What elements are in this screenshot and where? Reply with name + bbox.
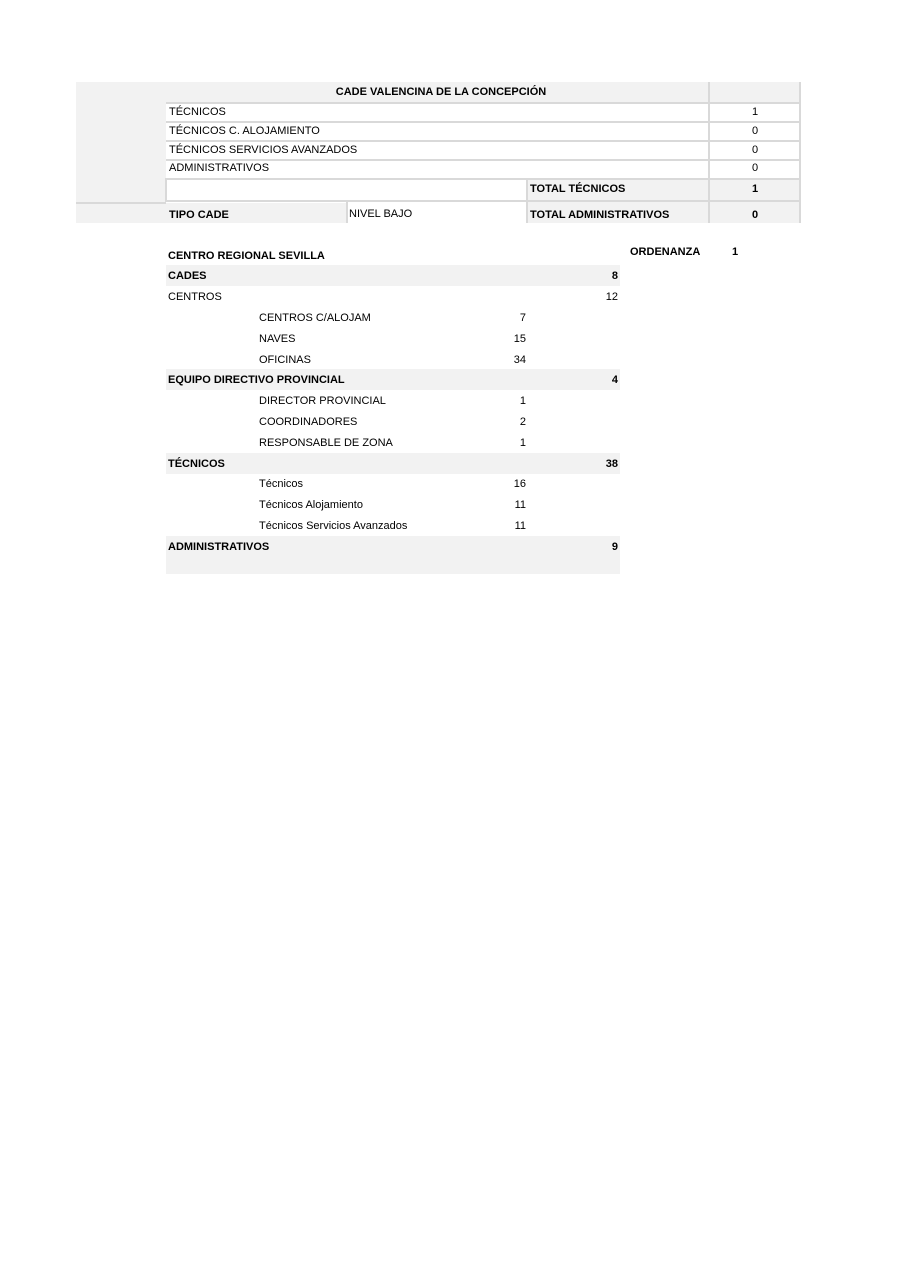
tecnicos-sub-value: 16 xyxy=(513,478,526,490)
total-administrativos-value: 0 xyxy=(751,209,759,221)
row-label-tecnicos: TÉCNICOS xyxy=(169,106,226,118)
row-value-tecnicos: 1 xyxy=(751,106,759,118)
tecnicos-band xyxy=(166,453,620,474)
row-value-tecnicos-alojamiento: 0 xyxy=(751,125,759,137)
cades-label: CADES xyxy=(168,270,207,282)
row-value-administrativos: 0 xyxy=(751,162,759,174)
ordenanza-label: ORDENANZA xyxy=(630,246,701,258)
oficinas-label: OFICINAS xyxy=(259,354,311,366)
oficinas-value: 34 xyxy=(513,354,526,366)
equipo-directivo-label: EQUIPO DIRECTIVO PROVINCIAL xyxy=(168,374,345,386)
tipo-margin-bg xyxy=(76,203,166,223)
responsable-zona-label: RESPONSABLE DE ZONA xyxy=(259,437,393,449)
row-value-tecnicos-servicios: 0 xyxy=(751,144,759,156)
tipo-cade-value: NIVEL BAJO xyxy=(349,208,413,220)
total-tecnicos-label: TOTAL TÉCNICOS xyxy=(530,183,626,195)
centro-regional-title: CENTRO REGIONAL SEVILLA xyxy=(168,250,325,262)
coordinadores-label: COORDINADORES xyxy=(259,416,358,428)
equipo-directivo-value: 4 xyxy=(611,374,618,386)
total-administrativos-label: TOTAL ADMINISTRATIVOS xyxy=(530,209,670,221)
coordinadores-value: 2 xyxy=(519,416,526,428)
cades-value: 8 xyxy=(611,270,618,282)
responsable-zona-value: 1 xyxy=(519,437,526,449)
naves-label: NAVES xyxy=(259,333,296,345)
row-label-tecnicos-alojamiento: TÉCNICOS C. ALOJAMIENTO xyxy=(169,125,320,137)
tecnicos-sub-label: Técnicos xyxy=(259,478,304,490)
administrativos-value: 9 xyxy=(611,541,618,553)
tecnicos-alojamiento-value: 11 xyxy=(514,499,526,511)
cades-band xyxy=(166,265,620,286)
total-tecnicos-value: 1 xyxy=(751,183,759,195)
left-margin-bg xyxy=(76,102,166,203)
centros-alojam-value: 7 xyxy=(519,312,526,324)
centros-alojam-label: CENTROS C/ALOJAM xyxy=(259,312,371,324)
cade-summary-table xyxy=(76,82,801,223)
row-label-tecnicos-servicios: TÉCNICOS SERVICIOS AVANZADOS xyxy=(169,144,358,156)
director-provincial-value: 1 xyxy=(519,395,526,407)
naves-value: 15 xyxy=(513,333,526,345)
tecnicos-label: TÉCNICOS xyxy=(168,458,225,470)
director-provincial-label: DIRECTOR PROVINCIAL xyxy=(259,395,386,407)
row-label-administrativos: ADMINISTRATIVOS xyxy=(169,162,270,174)
tecnicos-servicios-label: Técnicos Servicios Avanzados xyxy=(259,520,408,532)
ordenanza-value: 1 xyxy=(732,246,739,258)
centros-label: CENTROS xyxy=(168,291,222,303)
tecnicos-value: 38 xyxy=(605,458,618,470)
tecnicos-servicios-value: 11 xyxy=(514,520,526,532)
tipo-cade-label: TIPO CADE xyxy=(169,209,229,221)
centros-value: 12 xyxy=(605,291,618,303)
administrativos-label: ADMINISTRATIVOS xyxy=(168,541,270,553)
cade-title: CADE VALENCINA DE LA CONCEPCIÓN xyxy=(335,86,547,98)
tecnicos-alojamiento-label: Técnicos Alojamiento xyxy=(259,499,363,511)
